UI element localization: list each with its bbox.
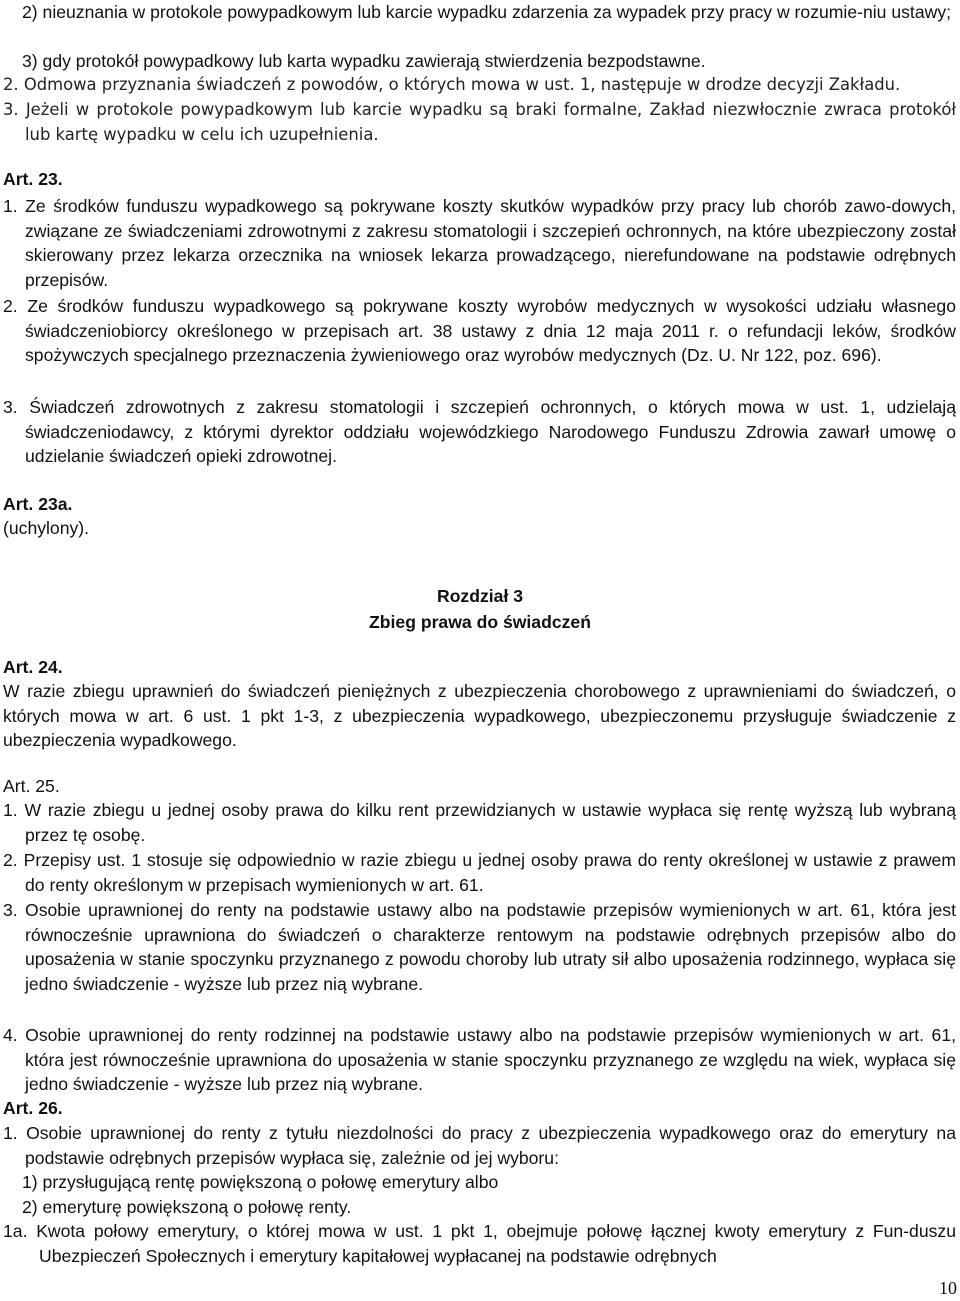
art24-text: W razie zbiegu uprawnień do świadczeń pieniężnych z ubezpieczenia chorobowego z uprawnieniami do świadczeń, o których mowa w art. 6 ust. 1 pkt 1-3, z ubezpieczenia wypadkowego, ubezpieczonemu przysługuje świadczenie z ubezpieczenia wypadkowego. (3, 681, 956, 751)
art26-ust-1-pkt-1: 1) przysługującą rentę powiększoną o połowę emerytury albo (22, 1172, 499, 1192)
art26-ust-1a: 1a. Kwota połowy emerytury, o której mowa w ust. 1 pkt 1, obejmuje połowę łącznej kwoty emerytury z Fun-duszu Ubezpieczeń Społecznych i emerytury kapitałowej wypłacanej na podstawie odrębnych (3, 1221, 956, 1266)
paragraph-item-2: 2) nieuznania w protokole powypadkowym lub karcie wypadku zdarzenia za wypadek przy pracy w rozumie-niu ustawy; (22, 2, 951, 22)
art26-ust-1: 1. Osobie uprawnionej do renty z tytułu niezdolności do pracy z ubezpieczenia wypadkowego oraz do emerytury na podstawie odrębnych przepisów wypłaca się, zależnie od jej wyboru: (3, 1123, 956, 1168)
art25-ust-2: 2. Przepisy ust. 1 stosuje się odpowiednio w razie zbiegu u jednej osoby prawa do renty określonej w ustawie z prawem do renty określonym w przepisach wymienionych w art. 61. (3, 850, 956, 895)
art23-ust-1: 1. Ze środków funduszu wypadkowego są pokrywane koszty skutków wypadków przy pracy lub chorób zawo-dowych, związane ze świadczeniami zdrowotnymi z zakresu stomatologii i szczepień ochronnych, na które ubezpieczony został skierowany przez lekarza orzecznika na wniosek lekarza prowadzącego, nierefundowane na podstawie odrębnych przepisów. (3, 196, 956, 290)
article-heading-23a: Art. 23a. (3, 494, 73, 514)
article-heading-25: Art. 25. (3, 776, 60, 796)
art23a-text: (uchylony). (3, 518, 90, 538)
article-heading-24: Art. 24. (3, 657, 63, 677)
article-heading-26: Art. 26. (3, 1098, 63, 1118)
chapter-number: Rozdział 3 (436, 586, 524, 606)
art23-ust-3: 3. Świadczeń zdrowotnych z zakresu stomatologii i szczepień ochronnych, o których mowa w ust. 1, udzielają świadczeniodawcy, z którymi dyrektor oddziału wojewódzkiego Narodowego Funduszu Zdrowia zawarł umowę o udzielanie świadczeń opieki zdrowotnej. (3, 397, 956, 467)
art26-ust-1-pkt-2: 2) emeryturę powiększoną o połowę renty. (22, 1197, 352, 1217)
paragraph-ust-2: 2. Odmowa przyznania świadczeń z powodów, o których mowa w ust. 1, następuje w drodze decyzji Zakładu. (3, 75, 901, 94)
art25-ust-1: 1. W razie zbiegu u jednej osoby prawa do kilku rent przewidzianych w ustawie wypłaca się rentę wyższą lub wybraną przez tę osobę. (3, 800, 956, 845)
article-heading-23: Art. 23. (3, 169, 63, 189)
chapter-title: Zbieg prawa do świadczeń (369, 612, 591, 632)
paragraph-item-3: 3) gdy protokół powypadkowy lub karta wypadku zawierają stwierdzenia bezpodstawne. (22, 51, 706, 71)
art25-ust-3: 3. Osobie uprawnionej do renty na podstawie ustawy albo na podstawie przepisów wymienionych w art. 61, która jest równocześnie uprawniona do świadczeń o charakterze rentowym na podstawie odrębnych przepisów albo do uposażenia w stanie spoczynku przyznanego z powodu choroby lub utraty sił albo uposażenia rodzinnego, wypłaca się jedno świadczenie - wyższe lub przez nią wybrane. (3, 900, 956, 994)
art25-ust-4: 4. Osobie uprawnionej do renty rodzinnej na podstawie ustawy albo na podstawie przepisów wymienionych w art. 61, która jest równocześnie uprawniona do uposażenia w stanie spoczynku przyznanego ze względu na wiek, wypłaca się jedno świadczenie - wyższe lub przez nią wybrane. (3, 1025, 956, 1095)
paragraph-ust-3: 3. Jeżeli w protokole powypadkowym lub karcie wypadku są braki formalne, Zakład niezwłocznie zwraca protokół lub kartę wypadku w celu ich uzupełnienia. (3, 100, 956, 144)
art23-ust-2: 2. Ze środków funduszu wypadkowego są pokrywane koszty wyrobów medycznych w wysokości udziału własnego świadczeniobiorcy określonego w przepisach art. 38 ustawy z dnia 12 maja 2011 r. o refundacji leków, środków spożywczych specjalnego przeznaczenia żywieniowego oraz wyrobów medycznych (Dz. U. Nr 122, poz. 696). (3, 296, 956, 366)
page-number: 10 (939, 1278, 957, 1298)
